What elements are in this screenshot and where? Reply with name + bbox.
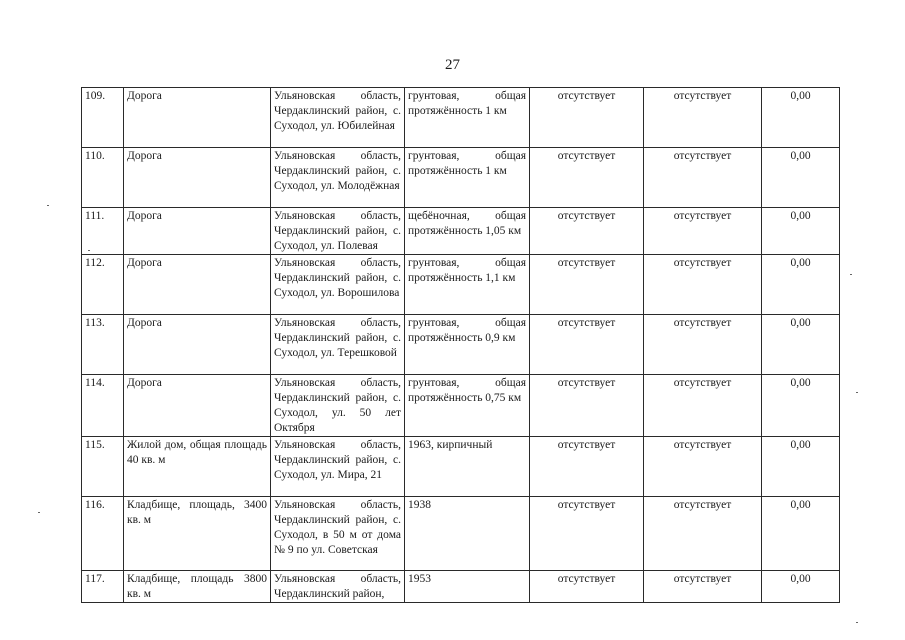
object-name: Дорога bbox=[124, 315, 271, 375]
object-status-2: отсутствует bbox=[644, 315, 762, 375]
object-value: 0,00 bbox=[762, 148, 840, 208]
object-name: Дорога bbox=[124, 255, 271, 315]
object-status-2: отсутствует bbox=[644, 148, 762, 208]
object-description: грунтовая, общая протяжённость 0,9 км bbox=[405, 315, 530, 375]
row-number: 114. bbox=[82, 375, 124, 437]
object-name: Кладбище, площадь 3800 кв. м bbox=[124, 571, 271, 603]
object-name: Дорога bbox=[124, 208, 271, 255]
object-address: Ульяновская область, Чердаклинский район, с. Суходол, ул. 50 лет Октября bbox=[271, 375, 405, 437]
row-number: 113. bbox=[82, 315, 124, 375]
object-status-2: отсутствует bbox=[644, 88, 762, 148]
object-description: 1963, кирпичный bbox=[405, 437, 530, 497]
object-address: Ульяновская область, Чердаклинский район, bbox=[271, 571, 405, 603]
object-address: Ульяновская область, Чердаклинский район, с. Суходол, ул. Мира, 21 bbox=[271, 437, 405, 497]
table-row bbox=[82, 375, 840, 437]
object-description: грунтовая, общая протяжённость 1 км bbox=[405, 148, 530, 208]
object-address: Ульяновская область, Чердаклинский район, с. Суходол, ул. Полевая bbox=[271, 208, 405, 255]
row-number: 117. bbox=[82, 571, 124, 603]
object-address: Ульяновская область, Чердаклинский район, с. Суходол, ул. Терешковой bbox=[271, 315, 405, 375]
property-registry-table bbox=[81, 87, 840, 603]
scan-speck bbox=[88, 250, 90, 251]
row-number: 115. bbox=[82, 437, 124, 497]
row-number: 109. bbox=[82, 88, 124, 148]
row-number: 112. bbox=[82, 255, 124, 315]
object-value: 0,00 bbox=[762, 375, 840, 437]
object-value: 0,00 bbox=[762, 437, 840, 497]
table-row bbox=[82, 571, 840, 603]
scan-speck bbox=[38, 512, 40, 513]
row-number: 116. bbox=[82, 497, 124, 571]
scan-speck bbox=[856, 622, 858, 623]
object-name: Дорога bbox=[124, 148, 271, 208]
object-address: Ульяновская область, Чердаклинский район, с. Суходол, ул. Юбилейная bbox=[271, 88, 405, 148]
object-description: 1953 bbox=[405, 571, 530, 603]
object-status-2: отсутствует bbox=[644, 571, 762, 603]
object-status-1: отсутствует bbox=[530, 88, 644, 148]
object-status-1: отсутствует bbox=[530, 208, 644, 255]
object-status-1: отсутствует bbox=[530, 315, 644, 375]
object-status-2: отсутствует bbox=[644, 375, 762, 437]
object-address: Ульяновская область, Чердаклинский район, с. Суходол, ул. Ворошилова bbox=[271, 255, 405, 315]
object-value: 0,00 bbox=[762, 571, 840, 603]
object-name: Дорога bbox=[124, 375, 271, 437]
object-status-1: отсутствует bbox=[530, 571, 644, 603]
object-value: 0,00 bbox=[762, 255, 840, 315]
row-number: 110. bbox=[82, 148, 124, 208]
object-address: Ульяновская область, Чердаклинский район, с. Суходол, в 50 м от дома № 9 по ул. Советская bbox=[271, 497, 405, 571]
row-number: 111. bbox=[82, 208, 124, 255]
object-value: 0,00 bbox=[762, 88, 840, 148]
table-row bbox=[82, 88, 840, 148]
object-address: Ульяновская область, Чердаклинский район, с. Суходол, ул. Молодёжная bbox=[271, 148, 405, 208]
table-row bbox=[82, 315, 840, 375]
scan-speck bbox=[47, 205, 49, 206]
object-value: 0,00 bbox=[762, 208, 840, 255]
object-status-2: отсутствует bbox=[644, 208, 762, 255]
object-status-2: отсутствует bbox=[644, 437, 762, 497]
object-status-1: отсутствует bbox=[530, 497, 644, 571]
scan-speck bbox=[856, 392, 858, 393]
object-status-1: отсутствует bbox=[530, 148, 644, 208]
object-value: 0,00 bbox=[762, 497, 840, 571]
table-row bbox=[82, 148, 840, 208]
object-name: Кладбище, площадь, 3400 кв. м bbox=[124, 497, 271, 571]
object-status-1: отсутствует bbox=[530, 255, 644, 315]
object-value: 0,00 bbox=[762, 315, 840, 375]
scan-speck bbox=[850, 274, 852, 275]
table-row bbox=[82, 255, 840, 315]
table-row bbox=[82, 497, 840, 571]
table-row bbox=[82, 437, 840, 497]
object-name: Жилой дом, общая площадь 40 кв. м bbox=[124, 437, 271, 497]
object-status-1: отсутствует bbox=[530, 375, 644, 437]
object-description: грунтовая, общая протяжённость 0,75 км bbox=[405, 375, 530, 437]
object-description: щебёночная, общая протяжённость 1,05 км bbox=[405, 208, 530, 255]
object-status-2: отсутствует bbox=[644, 255, 762, 315]
object-description: грунтовая, общая протяжённость 1,1 км bbox=[405, 255, 530, 315]
page-number: 27 bbox=[445, 57, 460, 73]
object-status-2: отсутствует bbox=[644, 497, 762, 571]
table-row bbox=[82, 208, 840, 255]
object-name: Дорога bbox=[124, 88, 271, 148]
object-status-1: отсутствует bbox=[530, 437, 644, 497]
object-description: грунтовая, общая протяжённость 1 км bbox=[405, 88, 530, 148]
object-description: 1938 bbox=[405, 497, 530, 571]
